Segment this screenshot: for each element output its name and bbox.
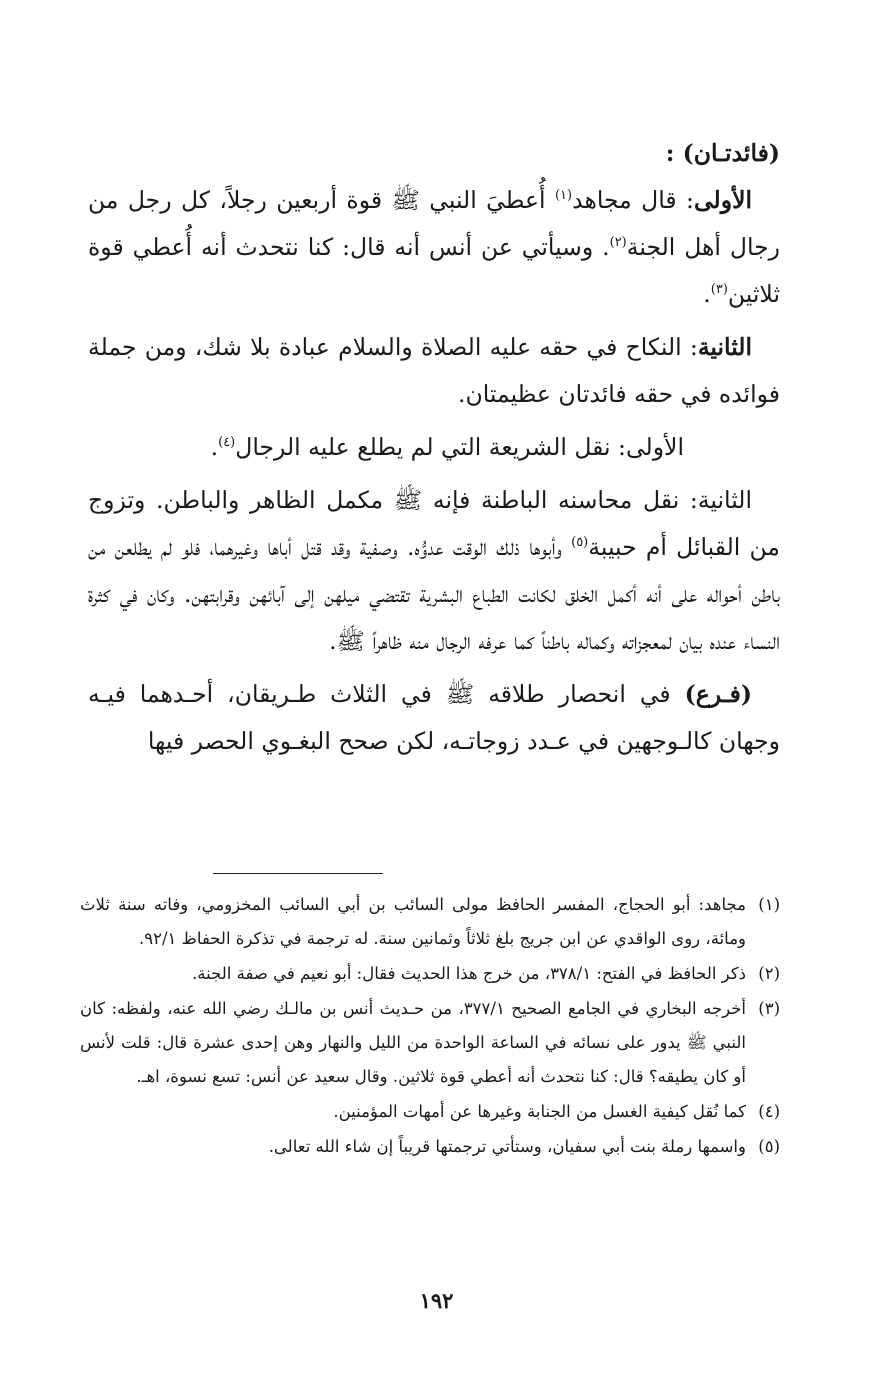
footnote-number: (٣)	[758, 999, 780, 1018]
footnote-text: ذكر الحافظ في الفتح: ٣٧٨/١، من خرج هذا الحديث فقال: أبو نعيم في صفة الجنة.	[192, 964, 746, 983]
footnote-ref-2[interactable]: (٢)	[609, 235, 627, 251]
footnote-text: واسمها رملة بنت أبي سفيان، وستأتي ترجمتها قريباً إن شاء الله تعالى.	[268, 1137, 746, 1156]
footnote-separator	[213, 873, 383, 874]
page-number: ١٩٢	[419, 1288, 454, 1313]
branch-paragraph	[88, 671, 780, 765]
footnote-ref-1[interactable]: (١)	[554, 188, 573, 204]
footnote-number: (٤)	[758, 1102, 780, 1121]
footnote-item	[80, 1095, 780, 1129]
footnote-text: مجاهد: أبو الحجاج، المفسر الحافظ مولى السائب بن أبي السائب المخزومي، وفاته سنة ثلاث ومائة، روى الواقدي عن ابن جريج بلغ ثلاثاً وثمانين سنة. له ترجمة في تذكرة الحفاظ ٩٢/١.	[80, 895, 746, 948]
sub-benefit-first-text: الأولى: نقل الشريعة التي لم يطلع عليه الرجال	[235, 433, 684, 461]
benefit-first-text-b: أُعطيَ النبي ﷺ قوة أربعين رجلاً، كل رجل من رجال أهل الجنة	[88, 186, 780, 261]
benefit-first-text-d: .	[703, 280, 711, 308]
footnote-ref-3[interactable]: (٣)	[710, 282, 728, 298]
footnote-number: (١)	[758, 895, 780, 914]
benefit-first-paragraph	[88, 177, 780, 318]
main-text	[88, 130, 780, 771]
sub-benefit-second-text-b: وأبوها ذلك الوقت عدوُّه. وصفية وقد قتل أباها وغيرهما، فلو لم يطلعن من باطن أحواله على أنه أكمل الخلق لكانت الطباع البشرية تقتضي ميلهن إلى آبائهن وقرابتهن. وكان في كثرة النساء عنده بيان لمعجزاته وكماله باطناً كما عرفه الرجال منه ظاهراً ﷺ.	[88, 533, 780, 655]
benefit-first-text-a: : قال مجاهد	[572, 186, 694, 214]
footnote-item	[80, 992, 780, 1094]
footnote-item	[80, 888, 780, 956]
section-heading: (فائدتـان) :	[665, 139, 780, 167]
branch-text: في انحصار طلاقه ﷺ في الثلاث طـريقان، أحـدهما فيـه وجهان كالـوجهين في عـدد زوجاتـه، لكن صحح البغـوي الحصر فيها	[88, 680, 780, 755]
benefit-second-lead: الثانية	[697, 333, 752, 361]
footnote-ref-5[interactable]: (٥)	[571, 535, 589, 551]
sub-benefit-second-text-a: الثانية: نقل محاسنه الباطنة فإنه ﷺ مكمل الظاهر والباطن. وتزوج من القبائل أم حبيبة	[88, 486, 780, 561]
footnote-ref-4[interactable]: (٤)	[218, 435, 236, 451]
branch-lead: (فـرع)	[684, 680, 752, 708]
benefit-first-lead: الأولى	[693, 186, 752, 214]
footnote-item	[80, 1130, 780, 1164]
benefit-second-text: : النكاح في حقه عليه الصلاة والسلام عبادة بلا شك، ومن جملة فوائده في حقه فائدتان عظيمتان.	[88, 333, 780, 408]
footnotes	[80, 888, 780, 1165]
footnote-item	[80, 957, 780, 991]
benefit-second-paragraph	[88, 324, 780, 418]
footnote-number: (٢)	[758, 964, 780, 983]
footnote-text: أخرجه البخاري في الجامع الصحيح ٣٧٧/١، من حـديث أنس بن مالـك رضي الله عنه، ولفظه: كان النبي ﷺ يدور على نسائه في الساعة الواحدة من الليل والنهار وهن إحدى عشرة قال: قلت لأنس أو كان يطيقه؟ قال: كنا نتحدث أنه أعطي قوة ثلاثين. وقال سعيد عن أنس: تسع نسوة، اهـ.	[80, 999, 746, 1086]
footnote-number: (٥)	[758, 1137, 780, 1156]
sub-benefit-first-end: .	[210, 433, 219, 461]
sub-benefit-first	[88, 424, 780, 471]
footnote-text: كما نُقل كيفية الغسل من الجنابة وغيرها عن أمهات المؤمنين.	[333, 1102, 746, 1121]
sub-benefit-second	[88, 477, 780, 665]
benefit-first-text-c: . وسيأتي عن أنس أنه قال: كنا نتحدث أنه أُعطي قوة ثلاثين	[88, 233, 780, 308]
